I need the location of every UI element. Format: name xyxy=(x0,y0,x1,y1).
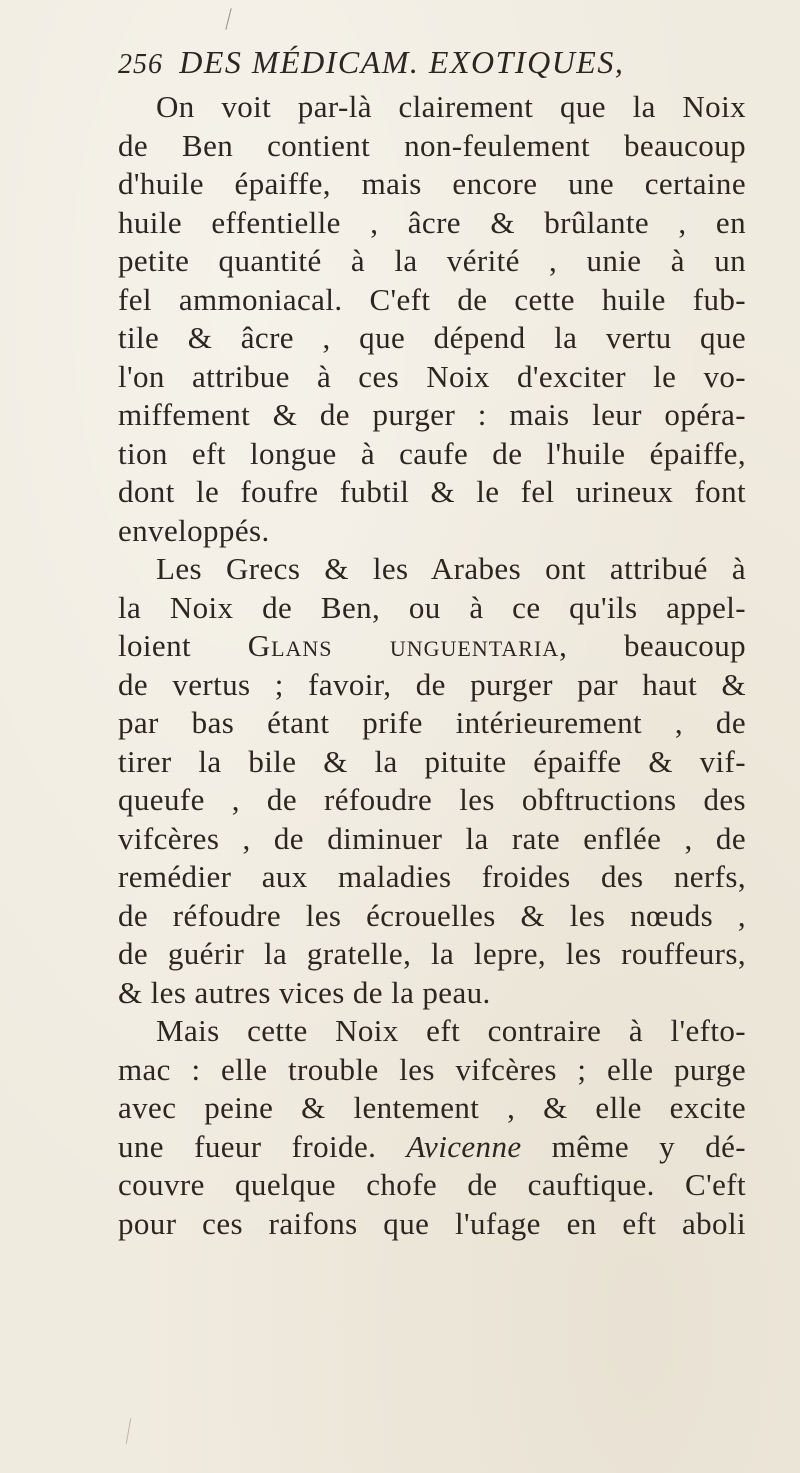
text-line: par bas étant prife intérieurement , de xyxy=(118,705,746,740)
text-line: tirer la bile & la pituite épaiffe & vif- xyxy=(118,743,746,779)
text-line: l'on attribue à ces Noix d'exciter le vo- xyxy=(118,358,746,394)
text-line: la Noix de Ben, ou à ce qu'ils appel- xyxy=(118,589,746,625)
text-line: couvre quelque chofe de cauftique. C'eft xyxy=(118,1167,746,1202)
page-header xyxy=(118,42,758,85)
ink-mark xyxy=(126,1418,131,1444)
body-text xyxy=(118,88,746,1243)
text-line: d'huile épaiffe, mais encore une certaine xyxy=(118,166,746,201)
author-name: Avicenne xyxy=(406,1128,522,1164)
text-line: une fueur froide. Avicenne même y dé- xyxy=(118,1128,747,1164)
text-line: pour ces raifons que l'ufage en eft aboli xyxy=(118,1205,746,1241)
text-line: vifcères , de diminuer la rate enflée , de xyxy=(118,820,746,856)
page-number: 256 xyxy=(118,49,163,80)
text-line: avec peine & lentement , & elle excite xyxy=(118,1090,746,1125)
text-line: enveloppés. xyxy=(118,512,270,548)
text-line: miffement & de purger : mais leur opéra- xyxy=(118,397,746,432)
text-line: petite quantité à la vérité , unie à un xyxy=(118,243,746,278)
text-line: Les Grecs & les Arabes ont attribué à xyxy=(156,551,746,586)
running-title: DES MÉDICAM. EXOTIQUES, xyxy=(179,44,625,80)
text-line: mac : elle trouble les vifcères ; elle purge xyxy=(118,1051,746,1087)
text-line: de guérir la gratelle, la lepre, les rouffeurs, xyxy=(118,936,746,971)
text-line: de vertus ; favoir, de purger par haut & xyxy=(118,666,746,702)
text-line: On voit par-là clairement que la Noix xyxy=(156,89,746,124)
text-line: queufe , de réfoudre les obftructions des xyxy=(118,782,746,817)
text-line: fel ammoniacal. C'eft de cette huile fub- xyxy=(118,281,746,317)
ink-mark xyxy=(225,8,231,30)
text-line: de Ben contient non-feulement beaucoup xyxy=(118,127,746,163)
text-line: huile effentielle , âcre & brûlante , en xyxy=(118,204,746,240)
text-line: dont le foufre fubtil & le fel urineux font xyxy=(118,474,746,509)
text-line: tion eft longue à caufe de l'huile épaiffe, xyxy=(118,435,746,471)
text-line: de réfoudre les écrouelles & les nœuds , xyxy=(118,897,746,933)
text-line: Mais cette Noix eft contraire à l'efto- xyxy=(156,1013,746,1048)
latin-term: Glans unguentaria xyxy=(247,628,560,663)
text-line: & les autres vices de la peau. xyxy=(118,974,491,1010)
text-line: remédier aux maladies froides des nerfs, xyxy=(118,859,746,894)
text-line: loient Glans unguentaria, beaucoup xyxy=(118,628,746,663)
text-line: tile & âcre , que dépend la vertu que xyxy=(118,320,746,355)
